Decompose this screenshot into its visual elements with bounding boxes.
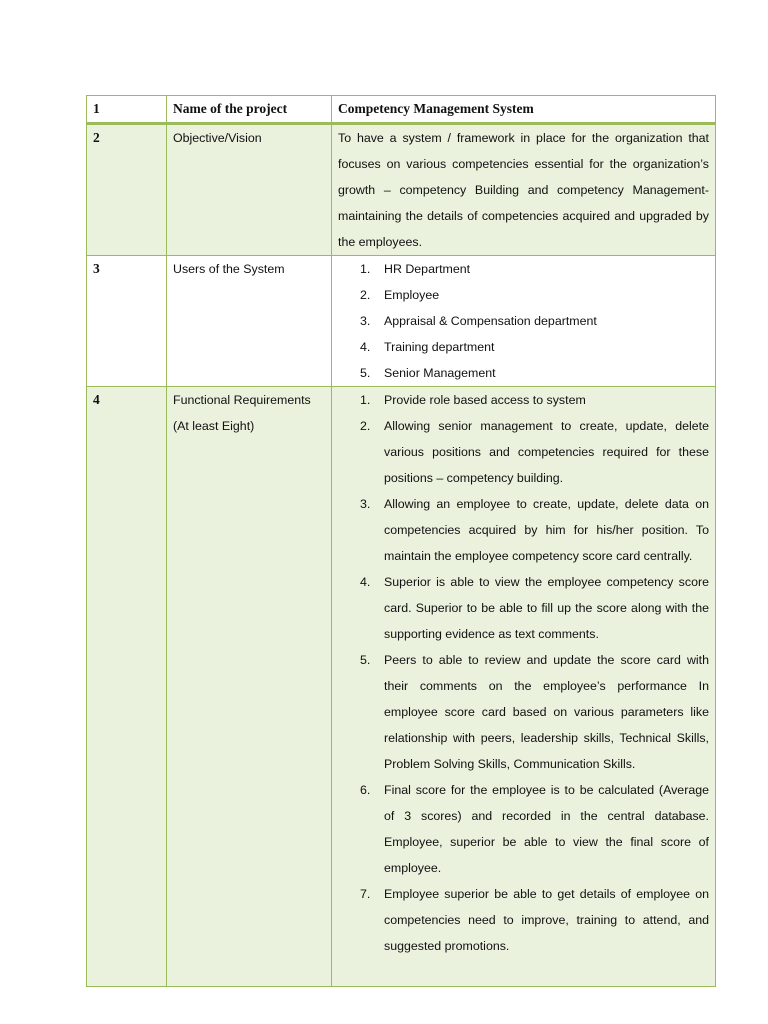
list-marker: 4. — [360, 340, 371, 354]
table-row-objective — [87, 124, 716, 256]
functional-label — [167, 387, 332, 987]
project-table — [86, 95, 716, 987]
project-name-value: Competency Management System — [332, 96, 716, 124]
row-number: 2 — [87, 124, 167, 256]
users-label: Users of the System — [167, 256, 332, 387]
list-item-text: Senior Management — [384, 366, 496, 380]
list-item — [338, 308, 709, 334]
table-row-users — [87, 256, 716, 387]
list-item — [338, 569, 709, 647]
list-item — [338, 282, 709, 308]
table-row-project-name — [87, 96, 716, 124]
list-marker: 6. — [360, 783, 371, 797]
users-list — [338, 256, 709, 386]
list-marker: 5. — [360, 653, 371, 667]
table-row-functional-requirements — [87, 387, 716, 987]
list-item — [338, 491, 709, 569]
row-number: 3 — [87, 256, 167, 387]
list-item-text: Training department — [384, 340, 495, 354]
list-item-text: HR Department — [384, 262, 471, 276]
list-item — [338, 387, 709, 413]
list-item-text: Allowing senior management to create, update, delete various positions and competencies required for these positions – competency building. — [384, 419, 709, 485]
list-item-text: Employee — [384, 288, 440, 302]
list-item-text: Peers to able to review and update the score card with their comments on the employee’s performance In employee score card based on various parameters like relationship with peers, leadership skills, Technical Skills, Problem Solving Skills, Communication Skills. — [384, 653, 709, 771]
list-item — [338, 256, 709, 282]
users-cell — [332, 256, 716, 387]
list-item — [338, 334, 709, 360]
list-marker: 3. — [360, 497, 371, 511]
list-item — [338, 881, 709, 959]
functional-label-line1: Functional Requirements — [173, 393, 311, 407]
functional-list — [338, 387, 709, 959]
list-item-text: Allowing an employee to create, update, delete data on competencies acquired by him for his/her position. To maintain the employee competency score card centrally. — [384, 497, 709, 563]
list-marker: 2. — [360, 288, 371, 302]
list-item-text: Provide role based access to system — [384, 393, 586, 407]
row-number: 4 — [87, 387, 167, 987]
list-marker: 3. — [360, 314, 371, 328]
list-item — [338, 360, 709, 386]
list-item-text: Final score for the employee is to be calculated (Average of 3 scores) and recorded in the central database. Employee, superior be able to view the final score of employee. — [384, 783, 709, 875]
list-marker: 5. — [360, 366, 371, 380]
functional-cell — [332, 387, 716, 987]
objective-text: To have a system / framework in place for the organization that focuses on various competencies essential for the organization’s growth – competency Building and competency Management- maintaining the details of competencies acquired and upgraded by the employees. — [332, 124, 716, 256]
project-name-label: Name of the project — [167, 96, 332, 124]
list-marker: 4. — [360, 575, 371, 589]
list-item — [338, 777, 709, 881]
list-item-text: Superior is able to view the employee competency score card. Superior to be able to fill up the score along with the supporting evidence as text comments. — [384, 575, 709, 641]
row-number: 1 — [87, 96, 167, 124]
list-item — [338, 647, 709, 777]
list-item-text: Appraisal & Compensation department — [384, 314, 597, 328]
list-marker: 7. — [360, 887, 371, 901]
objective-label: Objective/Vision — [167, 124, 332, 256]
list-marker: 1. — [360, 393, 371, 407]
list-marker: 2. — [360, 419, 371, 433]
list-item — [338, 413, 709, 491]
functional-label-line2: (At least Eight) — [173, 419, 255, 433]
list-item-text: Employee superior be able to get details of employee on competencies need to improve, training to attend, and suggested promotions. — [384, 887, 709, 953]
list-marker: 1. — [360, 262, 371, 276]
